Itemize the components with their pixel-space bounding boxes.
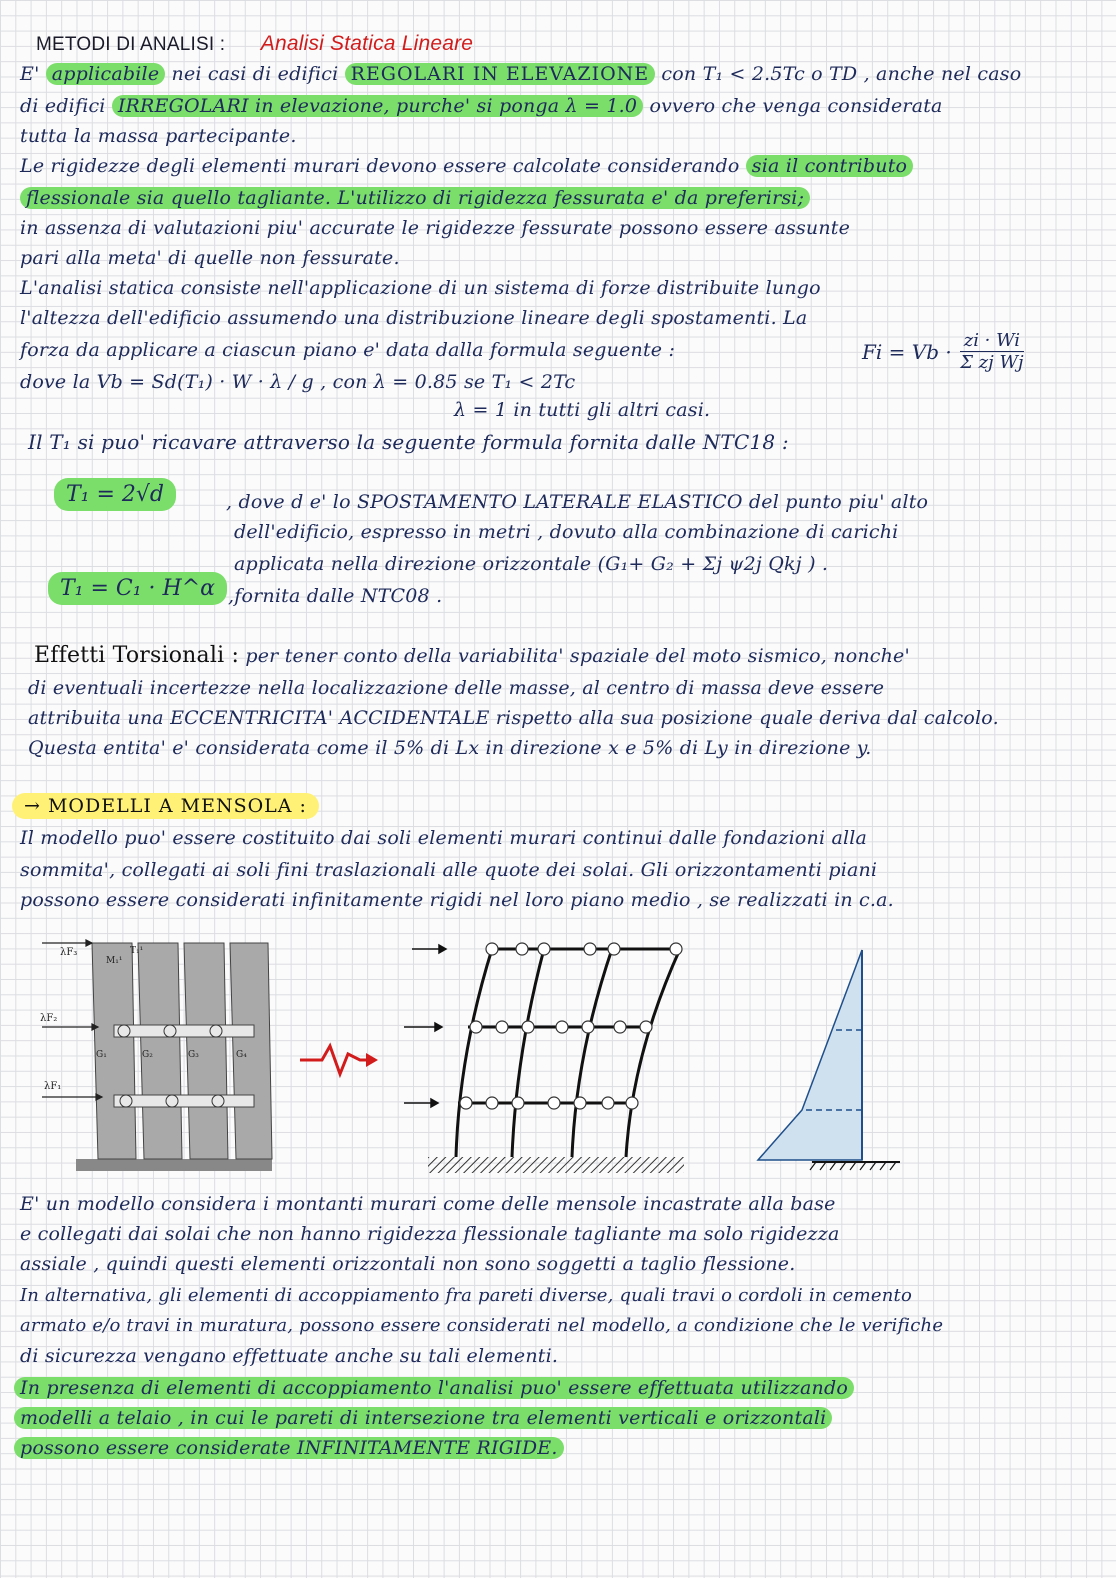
force-formula-lhs: Fi = Vb · <box>862 339 952 364</box>
period-line: Il T₁ si puo' ricavare attraverso la seguente formula fornita dalle NTC18 : <box>28 430 789 454</box>
stiffness-line-2 <box>20 184 810 212</box>
model-line-2: e collegati dai solai che non hanno rigidezza flessionale tagliante ma solo rigidezza <box>20 1223 840 1245</box>
frame-column-1 <box>456 949 492 1157</box>
highlight-applicabile: applicabile <box>46 63 166 85</box>
frame-line-1: In presenza di elementi di accoppiamento l'analisi puo' essere effettuata utilizzando <box>14 1374 854 1402</box>
frame-column-3 <box>572 949 612 1157</box>
label-lf2: λF₂ <box>40 1013 58 1024</box>
model-line-4: In alternativa, gli elementi di accoppiamento fra pareti diverse, quali travi o cordoli in cemento <box>20 1285 913 1306</box>
label-g2: G₂ <box>142 1050 153 1060</box>
highlight-regolari: REGOLARI IN ELEVAZIONE <box>345 63 656 85</box>
frame-model-figure <box>404 935 694 1183</box>
highlight-contributo: sia il contributo <box>746 155 913 177</box>
cantilever-line-2: sommita', collegati ai soli fini traslazionali alle quote dei solai. Gli orizzontamenti piani <box>20 859 878 881</box>
frame-ground <box>428 1157 684 1173</box>
intro-line-3: tutta la massa partecipante. <box>20 125 297 147</box>
page-header <box>36 30 473 59</box>
torsion-title: Effetti Torsionali : <box>34 643 240 668</box>
torsion-line-4: Questa entita' e' considerata come il 5% di Lx in direzione x e 5% di Ly in direzione y. <box>28 737 872 759</box>
model-line-6: di sicurezza vengano effettuate anche su tali elementi. <box>20 1345 559 1367</box>
floor-slab-1 <box>114 1095 254 1107</box>
label-lf1: λF₁ <box>44 1081 62 1092</box>
torsion-line-3: attribuita una ECCENTRICITA' ACCIDENTALE rispetto alla sua posizione quale deriva dal calcolo. <box>28 707 999 729</box>
label-g1: G₁ <box>96 1050 107 1060</box>
load-diagram-figure <box>750 940 910 1180</box>
intro-line-1: E' applicabile nei casi di edifici REGOLARI IN ELEVAZIONE con T₁ < 2.5Tc o TD , anche nel caso <box>20 63 1022 85</box>
header-label: METODI DI ANALISI : <box>36 34 226 55</box>
intro-line-2: di edifici IRREGOLARI in elevazione, purche' si ponga λ = 1.0 ovvero che venga considerata <box>20 95 943 117</box>
period-desc-4: ,fornita dalle NTC08 . <box>228 585 443 607</box>
formula-T1-a: T₁ = 2√d <box>54 478 176 511</box>
label-lf3: λF₃ <box>60 947 78 958</box>
section-cantilever: → MODELLI A MENSOLA : <box>12 792 319 820</box>
stiffness-line-3: in assenza di valutazioni piu' accurate le rigidezze fessurate possono essere assunte <box>20 217 851 239</box>
static-line-3: forza da applicare a ciascun piano e' data dalla formula seguente : <box>20 339 676 361</box>
static-line-1: L'analisi statica consiste nell'applicazione di un sistema di forze distribuite lungo <box>20 277 821 299</box>
floor-slab-2 <box>114 1025 254 1037</box>
label-t: T₁¹ <box>130 946 144 956</box>
static-line-4: dove la Vb = Sd(T₁) · W · λ / g , con λ = 0.85 se T₁ < 2Tc <box>20 371 576 393</box>
period-desc-3: applicata nella direzione orizzontale (G₁+ G₂ + Σj ψ2j Qkj ) . <box>234 553 829 575</box>
frame-line-3: possono essere considerate INFINITAMENTE RIGIDE. <box>14 1434 564 1462</box>
frame-line-2: modelli a telaio , in cui le pareti di intersezione tra elementi verticali e orizzontali <box>14 1404 832 1432</box>
label-m: M₁¹ <box>106 956 123 966</box>
label-g4: G₄ <box>236 1050 247 1060</box>
static-line-2: l'altezza dell'edificio assumendo una distribuzione lineare degli spostamenti. La <box>20 307 808 329</box>
frame-column-4 <box>626 949 680 1157</box>
red-arrow-icon <box>300 1040 380 1080</box>
model-line-1: E' un modello considera i montanti murari come delle mensole incastrate alla base <box>20 1193 836 1215</box>
period-desc-2: dell'edificio, espresso in metri , dovuto alla combinazione di carichi <box>234 521 899 543</box>
formula-T1-b: T₁ = C₁ · H^α <box>48 572 227 605</box>
frame-column-2 <box>512 949 544 1157</box>
torsion-line-2: di eventuali incertezze nella localizzazione delle masse, al centro di massa deve essere <box>28 677 885 699</box>
load-triangle <box>758 950 862 1160</box>
highlight-flessionale: flessionale sia quello tagliante. L'utilizzo di rigidezza fessurata e' da preferirsi; <box>20 187 810 209</box>
label-g3: G₃ <box>188 1050 199 1060</box>
wall-base <box>76 1159 272 1171</box>
highlight-irregolari: IRREGOLARI in elevazione, purche' si ponga λ = 1.0 <box>112 95 643 117</box>
model-line-5: armato e/o travi in muratura, possono essere considerati nel modello, a condizione che le verifiche <box>20 1315 944 1336</box>
header-subject: Analisi Statica Lineare <box>260 32 474 55</box>
cantilever-line-1: Il modello puo' essere costituito dai soli elementi murari continui dalle fondazioni alla <box>20 827 868 849</box>
stiffness-line-4: pari alla meta' di quelle non fessurate. <box>20 247 400 269</box>
wall-model-figure <box>40 935 280 1175</box>
force-formula-denominator: Σ zj Wj <box>960 352 1024 373</box>
force-formula <box>862 330 1024 373</box>
force-formula-numerator: zi · Wi <box>960 330 1024 352</box>
model-line-3: assiale , quindi questi elementi orizzontali non sono soggetti a taglio flessione. <box>20 1253 796 1275</box>
period-desc-1: , dove d e' lo SPOSTAMENTO LATERALE ELASTICO del punto piu' alto <box>226 491 929 513</box>
static-line-5: λ = 1 in tutti gli altri casi. <box>454 399 711 421</box>
cantilever-line-3: possono essere considerati infinitamente rigidi nel loro piano medio , se realizzati in c.a. <box>20 889 894 911</box>
torsion-line-1: Effetti Torsionali : per tener conto della variabilita' spaziale del moto sismico, nonche' <box>34 643 910 668</box>
stiffness-line-1: Le rigidezze degli elementi murari devono essere calcolate considerando sia il contributo <box>20 152 913 180</box>
